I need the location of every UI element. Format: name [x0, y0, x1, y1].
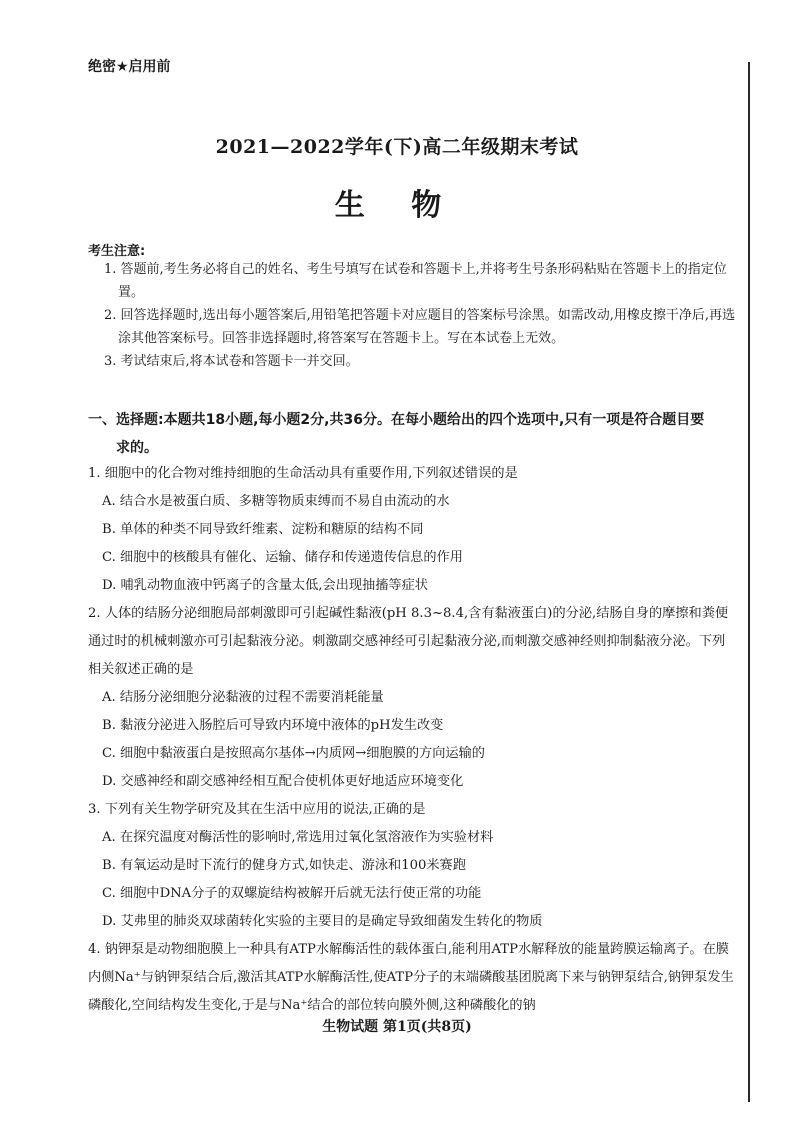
option-a: A. 结合水是被蛋白质、多糖等物质束缚而不易自由流动的水	[102, 494, 450, 509]
question-1	[88, 460, 738, 600]
option-d: D. 交感神经和副交感神经相互配合使机体更好地适应环境变化	[102, 774, 464, 789]
option-d: D. 哺乳动物血液中钙离子的含量太低,会出现抽搐等症状	[102, 578, 428, 593]
section-heading-line2: 求的。	[116, 440, 158, 456]
option-b: B. 有氧运动是时下流行的健身方式,如快走、游泳和100米赛跑	[102, 858, 466, 873]
notes-list	[88, 258, 738, 373]
option-c: C. 细胞中的核酸具有催化、运输、储存和传递遗传信息的作用	[102, 550, 463, 565]
question-stem: 1. 细胞中的化合物对维持细胞的生命活动具有重要作用,下列叙述错误的是	[88, 466, 518, 481]
option-b: B. 黏液分泌进入肠腔后可导致内环境中液体的pH发生改变	[102, 718, 444, 733]
subject-title: 生 物	[334, 188, 460, 223]
option-d: D. 艾弗里的肺炎双球菌转化实验的主要目的是确定导致细菌发生转化的物质	[102, 914, 543, 929]
question-stem: 3. 下列有关生物学研究及其在生活中应用的说法,正确的是	[88, 802, 426, 817]
section-heading	[88, 406, 736, 462]
note-item: 1. 答题前,考生务必将自己的姓名、考生号填写在试卷和答题卡上,并将考生号条形码粘贴在答题卡上的指定位置。	[104, 262, 727, 300]
secret-label: 绝密★启用前	[88, 59, 171, 75]
question-list	[88, 460, 738, 1020]
option-c: C. 细胞中DNA分子的双螺旋结构被解开后就无法行使正常的功能	[102, 886, 482, 901]
page-footer: 生物试题 第1页(共8页)	[322, 1019, 472, 1035]
question-stem: 2. 人体的结肠分泌细胞局部刺激即可引起碱性黏液(pH 8.3~8.4,含有黏液蛋白)的分泌,结肠自身的摩擦和粪便通过时的机械刺激亦可引起黏液分泌。刺激副交感神经可引起黏液分泌,而刺激交感神经则抑制黏液分泌。下列相关叙述正确的是	[88, 606, 729, 677]
note-item: 3. 考试结束后,将本试卷和答题卡一并交回。	[104, 354, 359, 369]
question-4	[88, 936, 738, 1020]
option-a: A. 结肠分泌细胞分泌黏液的过程不需要消耗能量	[102, 690, 384, 705]
option-a: A. 在探究温度对酶活性的影响时,常选用过氧化氢溶液作为实验材料	[102, 830, 494, 845]
question-stem: 4. 钠钾泵是动物细胞膜上一种具有ATP水解酶活性的载体蛋白,能利用ATP水解释放的能量跨膜运输离子。在膜内侧Na⁺与钠钾泵结合后,激活其ATP水解酶活性,使ATP分子的末端磷酸基团脱离下来与钠钾泵结合,钠钾泵发生磷酸化,空间结构发生变化,于是与Na⁺结合的部位转向膜外侧,这种磷酸化的钠	[88, 942, 734, 1013]
note-item: 2. 回答选择题时,选出每小题答案后,用铅笔把答题卡对应题目的答案标号涂黑。如需改动,用橡皮擦干净后,再选涂其他答案标号。回答非选择题时,将答案写在答题卡上。写在本试卷上无效。	[104, 308, 736, 346]
option-b: B. 单体的种类不同导致纤维素、淀粉和糖原的结构不同	[102, 522, 424, 537]
option-c: C. 细胞中黏液蛋白是按照高尔基体→内质网→细胞膜的方向运输的	[102, 746, 485, 761]
question-2	[88, 600, 738, 796]
section-heading-line1: 一、选择题:本题共18小题,每小题2分,共36分。在每小题给出的四个选项中,只有一项是符合题目要	[88, 412, 705, 428]
exam-title: 2021—2022学年(下)高二年级期末考试	[215, 136, 579, 158]
notes-heading: 考生注意:	[88, 244, 146, 259]
question-3	[88, 796, 738, 936]
